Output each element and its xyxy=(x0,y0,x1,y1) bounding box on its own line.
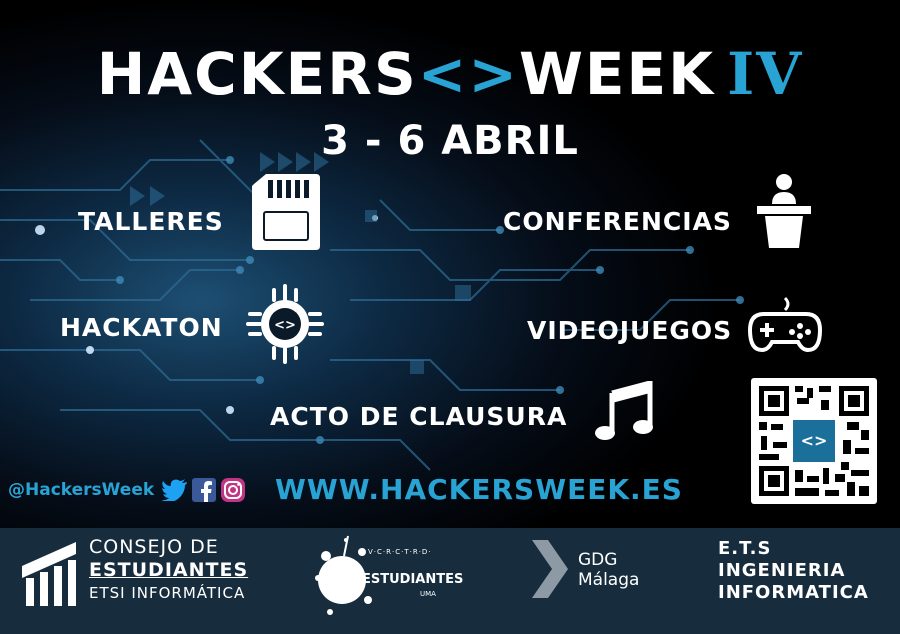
gdg-line1: GDG xyxy=(578,550,618,570)
svg-text:<>: <> xyxy=(274,318,296,333)
sd-card-icon xyxy=(250,172,322,252)
event-dates: 3 - 6 ABRIL xyxy=(321,118,579,164)
gdg-line2: Málaga xyxy=(578,570,640,590)
activity-conferencias: CONFERENCIAS xyxy=(503,207,732,236)
podium-icon xyxy=(755,172,813,250)
title-symbol: <> xyxy=(417,40,519,108)
ets-line1: E.T.S xyxy=(718,538,772,559)
activity-hackaton: HACKATON xyxy=(60,313,223,342)
title-part1: HACKERS xyxy=(96,40,418,108)
qr-code[interactable] xyxy=(751,378,877,504)
qr-center-symbol: <> xyxy=(800,431,828,450)
twitter-icon[interactable] xyxy=(162,479,188,501)
music-note-icon xyxy=(594,381,656,443)
consejo-line3: ETSI INFORMÁTICA xyxy=(89,584,246,602)
uma-main-text: ESTUDIANTES xyxy=(362,572,464,587)
qr-code-image xyxy=(751,378,877,504)
activity-clausura: ACTO DE CLAUSURA xyxy=(270,402,568,431)
chip-icon xyxy=(246,284,324,364)
title-edition: IV xyxy=(727,40,804,108)
instagram-icon[interactable] xyxy=(220,477,246,503)
title-part2: WEEK xyxy=(518,40,716,108)
twitter-handle[interactable]: @HackersWeek xyxy=(8,480,155,500)
activity-talleres: TALLERES xyxy=(78,207,224,236)
uma-small-text: V·C·R·C·T·R·D· xyxy=(368,548,432,556)
gamepad-icon xyxy=(748,296,822,354)
gdg-chevron-icon xyxy=(530,538,570,600)
ets-line3: INFORMATICA xyxy=(718,582,869,603)
social-row xyxy=(8,477,246,503)
uma-sub-text: UMA xyxy=(420,590,436,598)
facebook-icon[interactable] xyxy=(192,478,216,502)
website-link[interactable]: WWW.HACKERSWEEK.ES xyxy=(275,473,683,506)
event-title xyxy=(0,40,900,108)
columns-logo-icon xyxy=(20,538,78,608)
ets-line2: INGENIERIA xyxy=(718,560,846,581)
activity-videojuegos: VIDEOJUEGOS xyxy=(527,316,733,345)
sponsors-footer xyxy=(0,528,900,634)
consejo-line2: ESTUDIANTES xyxy=(89,559,249,581)
consejo-line1: CONSEJO DE xyxy=(89,536,219,558)
